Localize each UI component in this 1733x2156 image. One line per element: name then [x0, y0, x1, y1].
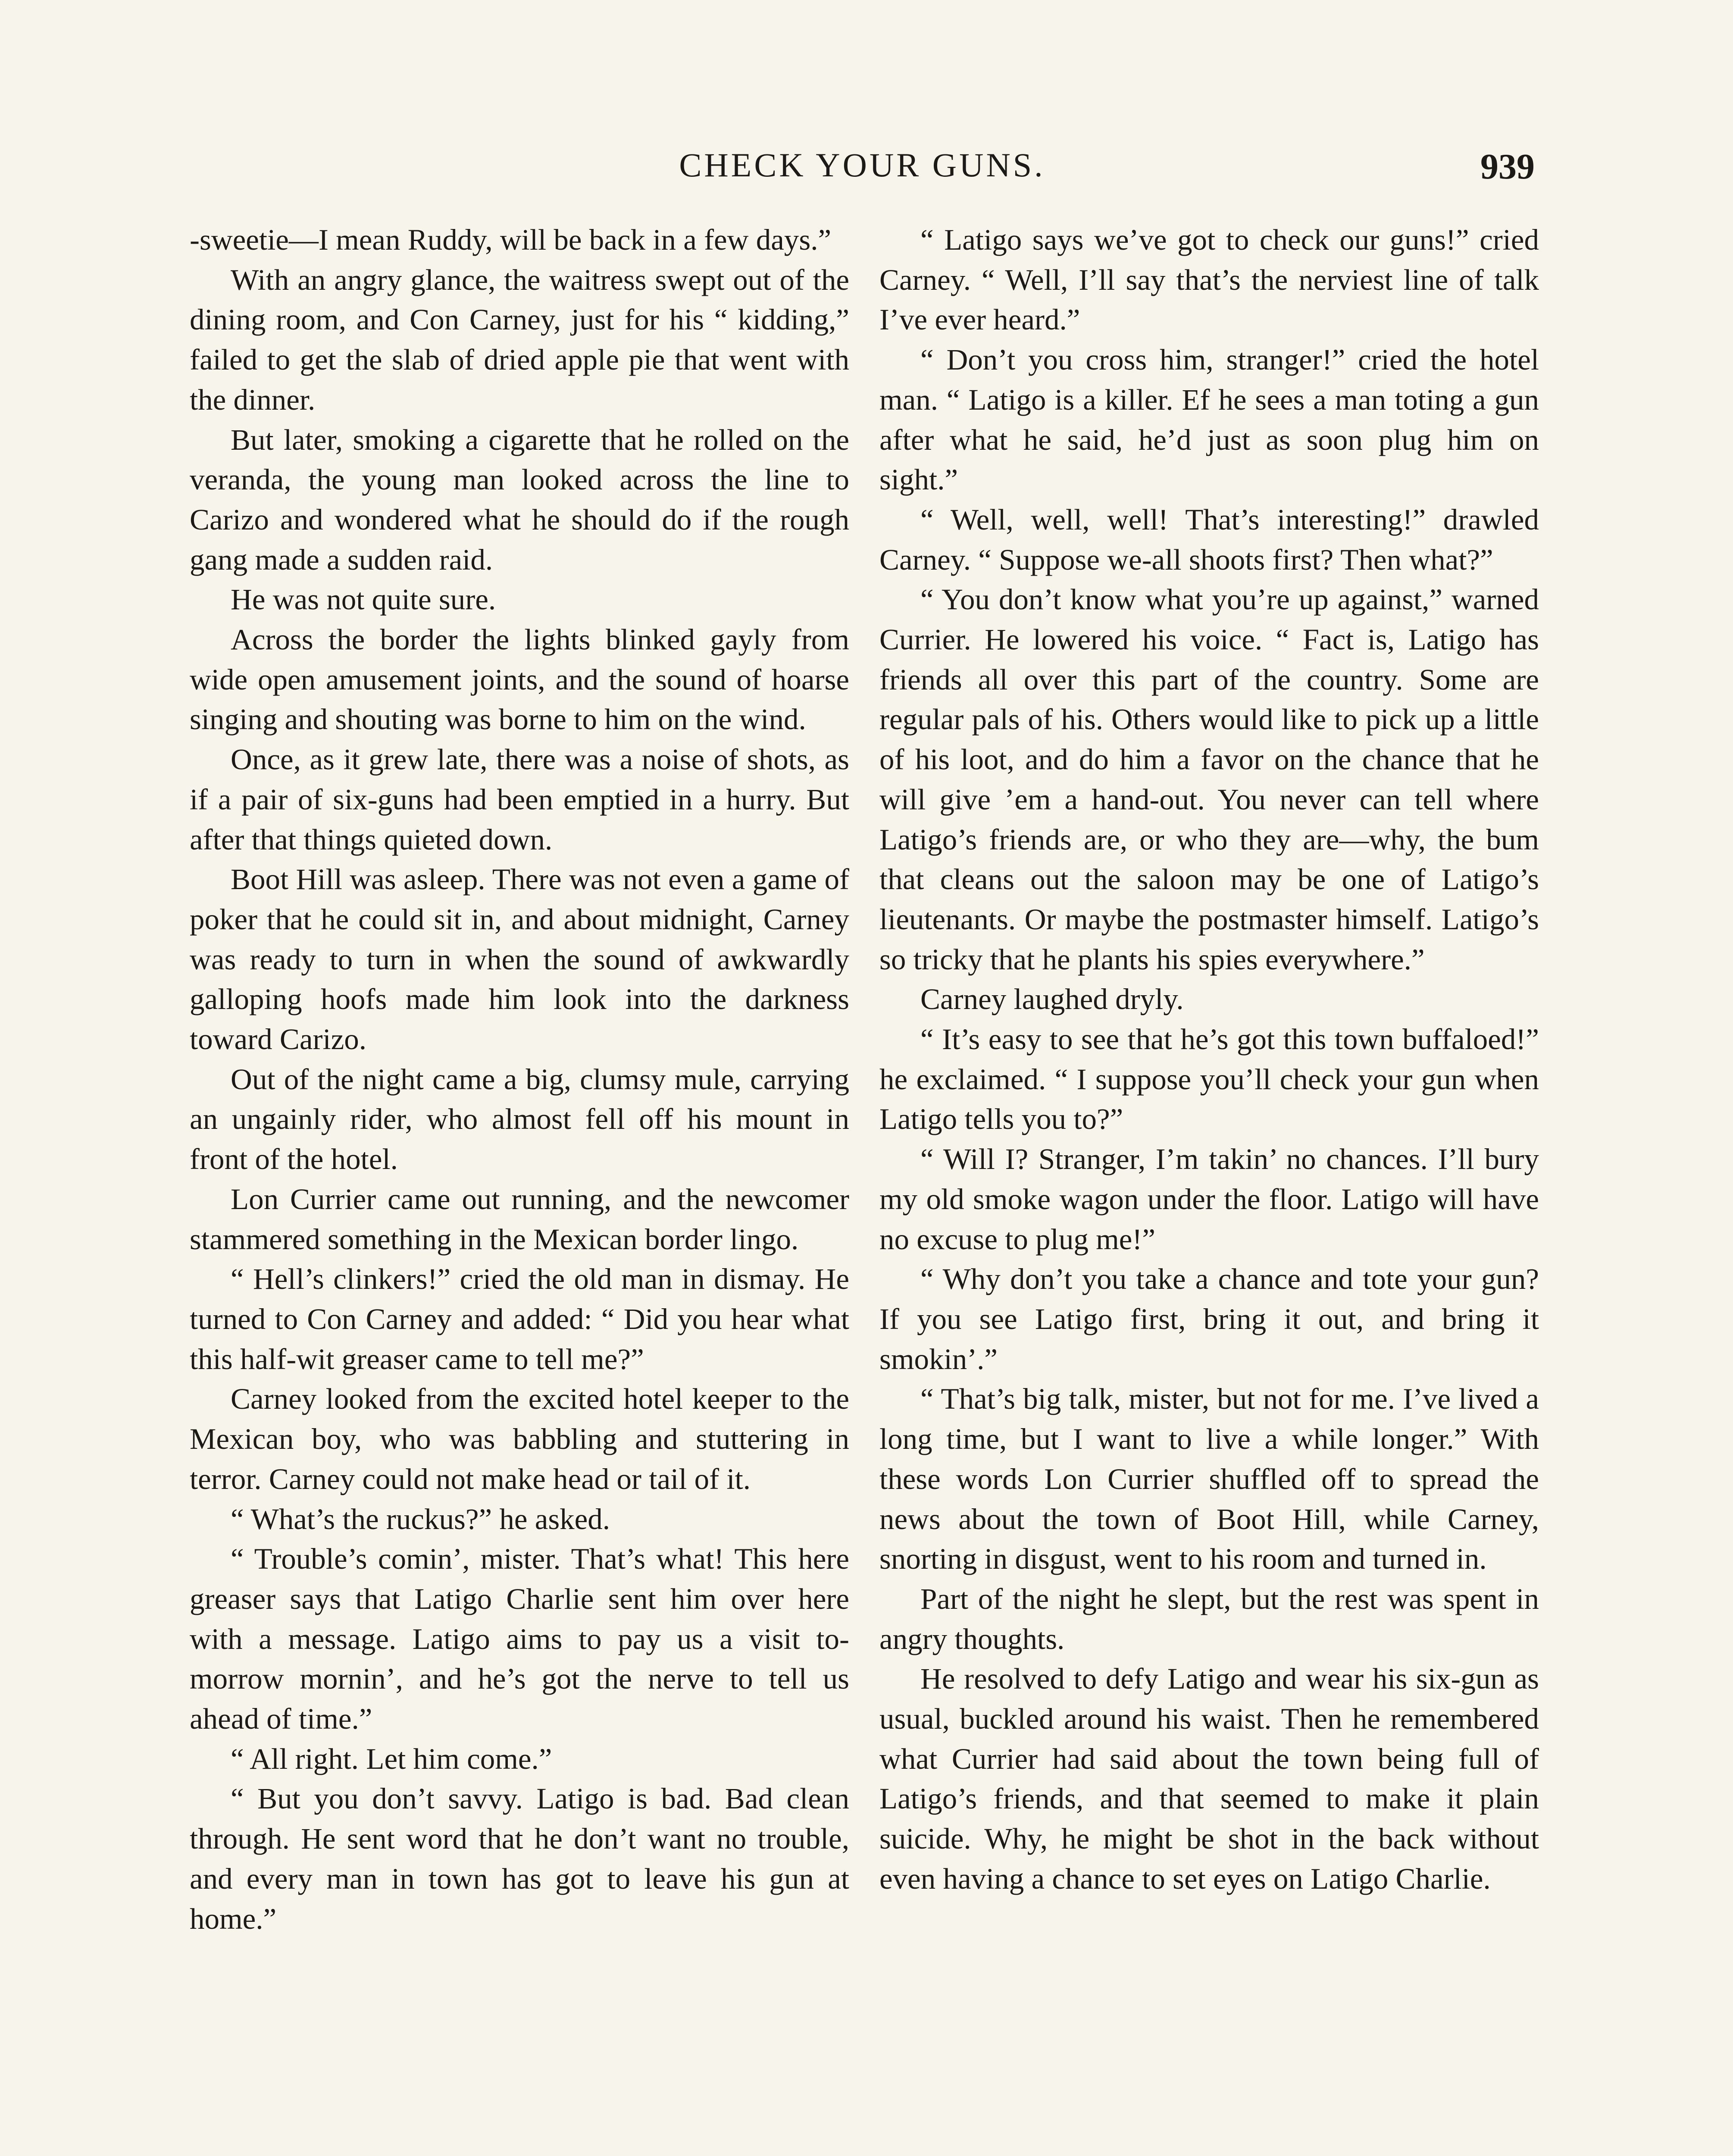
- paragraph: “ What’s the ruckus?” he asked.: [231, 1502, 610, 1536]
- paragraph: “ Why don’t you take a chance and tote your gun? If you see Latigo first, bring it out, and bring it smokin’.”: [879, 1263, 1539, 1376]
- running-title: CHECK YOUR GUNS.: [679, 146, 1045, 184]
- paragraph: Once, as it grew late, there was a noise of shots, as if a pair of six-guns had been emptied in a hurry. But after that things quieted down.: [190, 743, 849, 856]
- paragraph: But later, smoking a cigarette that he rolled on the veranda, the young man looked across the line to Carizo and wondered what he should do if the rough gang made a sudden raid.: [190, 423, 849, 576]
- paragraph: “ Will I? Stranger, I’m takin’ no chances. I’ll bury my old smoke wagon under the floor. Latigo will have no excuse to plug me!”: [879, 1143, 1539, 1256]
- paragraph: Across the border the lights blinked gayly from wide open amusement joints, and the sound of hoarse singing and shouting was borne to him on the wind.: [190, 623, 849, 736]
- paragraph: “ But you don’t savvy. Latigo is bad. Bad clean through. He sent word that he don’t want no trouble, and every man in town has got to leave his gun at home.”: [190, 1782, 849, 1935]
- paragraph: “ All right. Let him come.”: [231, 1742, 552, 1775]
- paragraph: “ It’s easy to see that he’s got this town buffaloed!” he exclaimed. “ I suppose you’ll check your gun when Latigo tells you to?”: [879, 1023, 1539, 1136]
- page-number: 939: [1480, 147, 1535, 187]
- left-column: [190, 220, 849, 1939]
- paragraph: Out of the night came a big, clumsy mule, carrying an ungainly rider, who almost fell off his mount in front of the hotel.: [190, 1062, 849, 1176]
- right-column: [879, 220, 1539, 1899]
- paragraph: “ That’s big talk, mister, but not for me. I’ve lived a long time, but I want to live a while longer.” With these words Lon Currier shuffled off to spread the news about the town of Boot Hill, while Carney, snorting in disgust, went to his room and turned in.: [879, 1382, 1539, 1576]
- paragraph: With an angry glance, the waitress swept out of the dining room, and Con Carney, just for his “ kidding,” failed to get the slab of dried apple pie that went with the dinner.: [190, 263, 849, 416]
- paragraph: “ Well, well, well! That’s interesting!” drawled Carney. “ Suppose we-all shoots first? Then what?”: [879, 503, 1539, 576]
- paragraph: Lon Currier came out running, and the newcomer stammered something in the Mexican border lingo.: [190, 1182, 849, 1256]
- paragraph: He resolved to defy Latigo and wear his six-gun as usual, buckled around his waist. Then he remembered what Currier had said about the town being full of Latigo’s friends, and that seemed to make it plain suicide. Why, he might be shot in the back without even having a chance to set eyes on Latigo Charlie.: [879, 1662, 1539, 1895]
- paragraph: “ Latigo says we’ve got to check our guns!” cried Carney. “ Well, I’ll say that’s the nerviest line of talk I’ve ever heard.”: [879, 223, 1539, 336]
- paragraph: -sweetie—I mean Ruddy, will be back in a few days.”: [190, 223, 832, 256]
- paragraph: Carney laughed dryly.: [920, 983, 1184, 1016]
- paragraph: Boot Hill was asleep. There was not even a game of poker that he could sit in, and about midnight, Carney was ready to turn in when the sound of awkwardly galloping hoofs made him look into the darkness toward Carizo.: [190, 863, 849, 1056]
- paragraph: “ Hell’s clinkers!” cried the old man in dismay. He turned to Con Carney and added: “ Did you hear what this half-wit greaser came to tell me?”: [190, 1263, 849, 1376]
- paragraph: Carney looked from the excited hotel keeper to the Mexican boy, who was babbling and stuttering in terror. Carney could not make head or tail of it.: [190, 1382, 849, 1495]
- paragraph: “ Trouble’s comin’, mister. That’s what! This here greaser says that Latigo Charlie sent him over here with a message. Latigo aims to pay us a visit to-morrow mornin’, and he’s got the nerve to tell us ahead of time.”: [190, 1542, 849, 1736]
- running-head: [190, 146, 1535, 193]
- paragraph: Part of the night he slept, but the rest was spent in angry thoughts.: [879, 1582, 1539, 1655]
- paragraph: He was not quite sure.: [231, 583, 496, 616]
- paragraph: “ You don’t know what you’re up against,” warned Currier. He lowered his voice. “ Fact is, Latigo has friends all over this part of the country. Some are regular pals of his. Others would like to pick up a little of his loot, and do him a favor on the chance that he will give ’em a hand-out. You never can tell where Latigo’s friends are, or who they are—why, the bum that cleans out the saloon may be one of Latigo’s lieutenants. Or maybe the postmaster himself. Latigo’s so tricky that he plants his spies everywhere.”: [879, 583, 1539, 976]
- paragraph: “ Don’t you cross him, stranger!” cried the hotel man. “ Latigo is a killer. Ef he sees a man toting a gun after what he said, he’d just as soon plug him on sight.”: [879, 343, 1539, 496]
